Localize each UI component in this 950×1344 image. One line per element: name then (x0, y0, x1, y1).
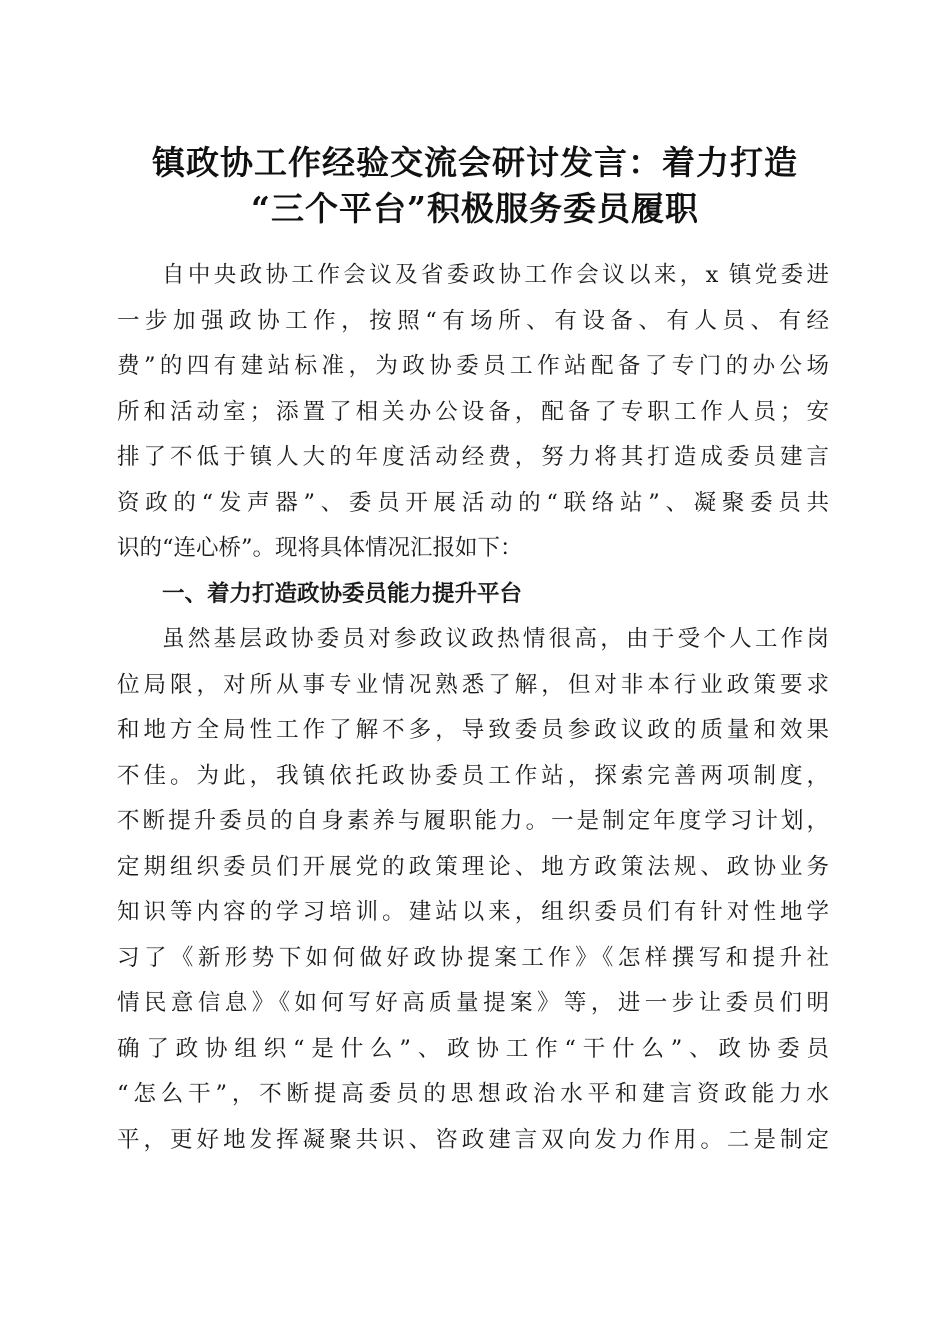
title-line-1: 镇政协工作经验交流会研讨发言：着力打造 (152, 143, 798, 182)
paragraph-line: 识的“连心桥”。现将具体情况汇报如下： (117, 535, 523, 561)
paragraph-line: 习了《新形势下如何做好政协提案工作》《怎样撰写和提升社 (117, 944, 829, 971)
paragraph-line: 不佳。为此，我镇依托政协委员工作站，探索完善两项制度， (117, 762, 829, 789)
paragraph-line: 虽然基层政协委员对参政议政热情很高，由于受个人工作岗 (162, 626, 829, 652)
paragraph-line: 定期组织委员们开展党的政策理论、地方政策法规、政协业务 (117, 853, 829, 880)
paragraph-line: 确了政协组织“是什么”、政协工作“干什么”、政协委员 (117, 1035, 829, 1062)
paragraph-line: 自中央政协工作会议及省委政协工作会议以来，x 镇党委进 (162, 262, 829, 288)
document-body (117, 253, 829, 1163)
title-line-2: “三个平台”积极服务委员履职 (251, 189, 699, 228)
paragraph-line: 位局限，对所从事专业情况熟悉了解，但对非本行业政策要求 (117, 671, 829, 698)
document-title (100, 140, 850, 232)
paragraph-line: “怎么干”，不断提高委员的思想政治水平和建言资政能力水 (117, 1081, 829, 1107)
paragraph-line: 知识等内容的学习培训。建站以来，组织委员们有针对性地学 (117, 899, 829, 925)
section-heading: 一、着力打造政协委员能力提升平台 (162, 580, 523, 607)
paragraph-intro (117, 253, 829, 572)
paragraph-line: 所和活动室；添置了相关办公设备，配备了专职工作人员；安 (117, 398, 829, 425)
paragraph-line: 情民意信息》《如何写好高质量提案》等，进一步让委员们明 (117, 990, 829, 1016)
paragraph-line: 资政的“发声器”、委员开展活动的“联络站”、凝聚委员共 (117, 489, 829, 516)
paragraph-line: 排了不低于镇人大的年度活动经费，努力将其打造成委员建言 (117, 444, 829, 470)
paragraph-line: 平，更好地发挥凝聚共识、咨政建言双向发力作用。二是制定 (117, 1126, 829, 1153)
paragraph-section-1 (117, 617, 829, 1163)
paragraph-line: 不断提升委员的自身素养与履职能力。一是制定年度学习计划， (117, 808, 829, 834)
paragraph-line: 费”的四有建站标准，为政协委员工作站配备了专门的办公场 (117, 353, 829, 379)
paragraph-line: 和地方全局性工作了解不多，导致委员参政议政的质量和效果 (117, 717, 829, 743)
paragraph-line: 一步加强政协工作，按照“有场所、有设备、有人员、有经 (117, 307, 829, 334)
